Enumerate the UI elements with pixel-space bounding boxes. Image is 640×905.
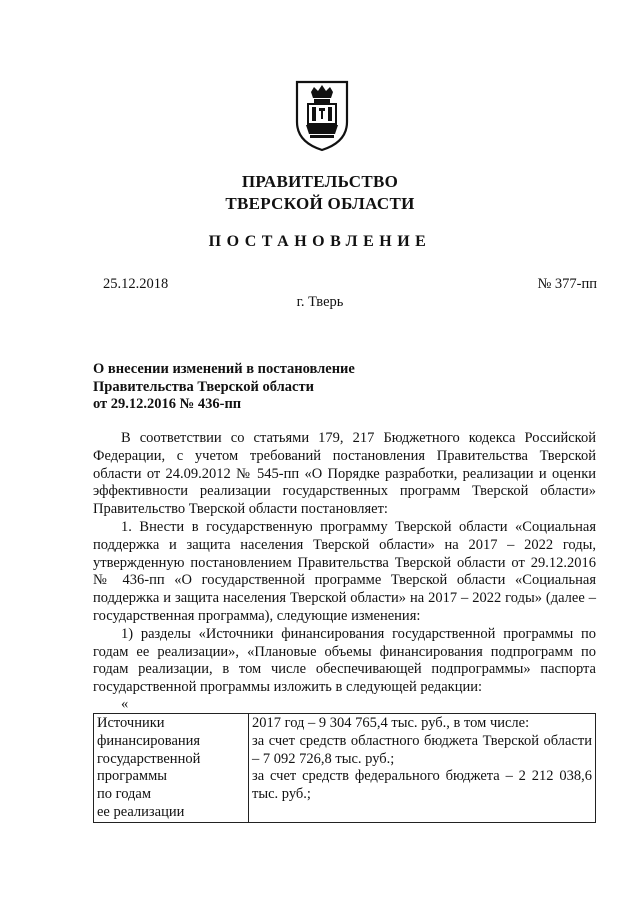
value-line: 2017 год – 9 304 765,4 тыс. руб., в том числе:: [252, 714, 530, 731]
label-line: финансирования: [97, 732, 201, 749]
label-line: Источники: [97, 714, 165, 731]
subject-line: от 29.12.2016 № 436-пп: [93, 396, 242, 412]
label-line: программы: [97, 768, 167, 785]
document-subject: [93, 361, 355, 414]
document-type-title: ПОСТАНОВЛЕНИЕ: [208, 233, 432, 250]
subject-line: Правительства Тверской области: [93, 378, 314, 395]
financing-sources-table: [93, 713, 596, 823]
document-city: г. Тверь: [296, 294, 344, 310]
table-cell-values: [249, 713, 596, 822]
coat-of-arms-emblem: [293, 78, 351, 152]
value-line: за счет средств областного бюджета Тверской области – 7 092 726,8 тыс. руб.;: [252, 732, 592, 767]
item-1-1-paragraph: 1) разделы «Источники финансирования государственной программы по годам ее реализации», «Плановые объемы финансирования подпрограмм по годам реализации, в том числе обеспечивающей подпрограммы» паспорта государственной программы изложить в следующей редакции:: [93, 625, 596, 696]
preamble-paragraph: В соответствии со статьями 179, 217 Бюджетного кодекса Российской Федерации, с учетом требований постановления Правительства Тверской области от 24.09.2012 № 545-пп «О Порядке разработки, реализации и оценки эффективности реализации государственных программ Тверской области» Правительство Тверской области постановляет:: [93, 430, 596, 518]
issuing-authority-line1: ПРАВИТЕЛЬСТВО: [241, 172, 399, 191]
document-number: № 377-пп: [537, 276, 597, 292]
document-body: [93, 430, 596, 823]
document-date: 25.12.2018: [103, 276, 169, 292]
subject-line: О внесении изменений в постановление: [93, 361, 355, 377]
issuing-authority-line2: ТВЕРСКОЙ ОБЛАСТИ: [225, 194, 415, 213]
opening-quote-mark: «: [121, 695, 129, 712]
value-line: за счет средств федерального бюджета – 2 212 038,6 тыс. руб.;: [252, 768, 592, 803]
item-1-paragraph: 1. Внести в государственную программу Тверской области «Социальная поддержка и защита населения Тверской области» на 2017 – 2022 годы, утвержденную постановлением Правительства Тверской области от 29.12.2016 № 436-пп «О государственной программе Тверской области «Социальная поддержка и защита населения Тверской области» на 2017 – 2022 годы» (далее – государственная программа), следующие изменения:: [93, 518, 596, 624]
table-cell-label: [94, 713, 249, 822]
label-line: по годам: [97, 786, 152, 803]
label-line: государственной: [97, 750, 201, 767]
label-line: ее реализации: [97, 803, 185, 820]
table-row: [94, 713, 596, 822]
